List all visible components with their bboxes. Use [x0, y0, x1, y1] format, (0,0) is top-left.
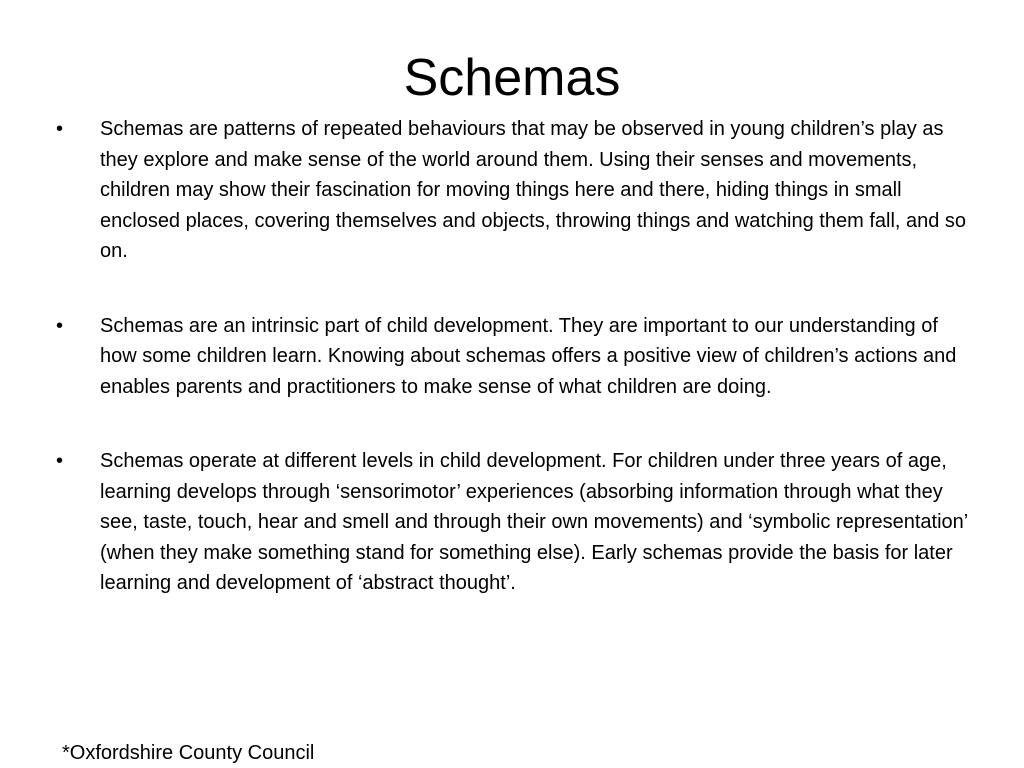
bullet-icon: • [56, 450, 64, 472]
bullet-text: Schemas operate at different levels in child development. For children under three years of age, learning develops through ‘sensorimotor’ experiences (absorbing information through what they see, taste, touch, hear and smell and through their own movements) and ‘symbolic representation’ (when they make something stand for something else). Early schemas provide the basis for later learning and development of ‘abstract thought’. [100, 450, 968, 594]
bullet-icon: • [56, 314, 64, 337]
bullet-item [56, 311, 976, 403]
footnote-source: *Oxfordshire County Council [62, 742, 315, 764]
bullet-item [56, 114, 976, 267]
bullet-icon: • [56, 118, 64, 140]
bullet-item [56, 446, 976, 599]
bullet-text: Schemas are patterns of repeated behaviours that may be observed in young children’s play as they explore and make sense of the world around them. Using their senses and movements, children may show their fascination for moving things here and there, hiding things in small enclosed places, covering themselves and objects, throwing things and watching them fall, and so on. [100, 118, 967, 262]
bullet-text: Schemas are an intrinsic part of child development. They are important to our understanding of how some children learn. Knowing about schemas offers a positive view of children’s actions and enables parents and practitioners to make sense of what children are doing. [100, 314, 957, 398]
bullet-list [56, 114, 976, 643]
slide-title: Schemas [403, 49, 621, 107]
